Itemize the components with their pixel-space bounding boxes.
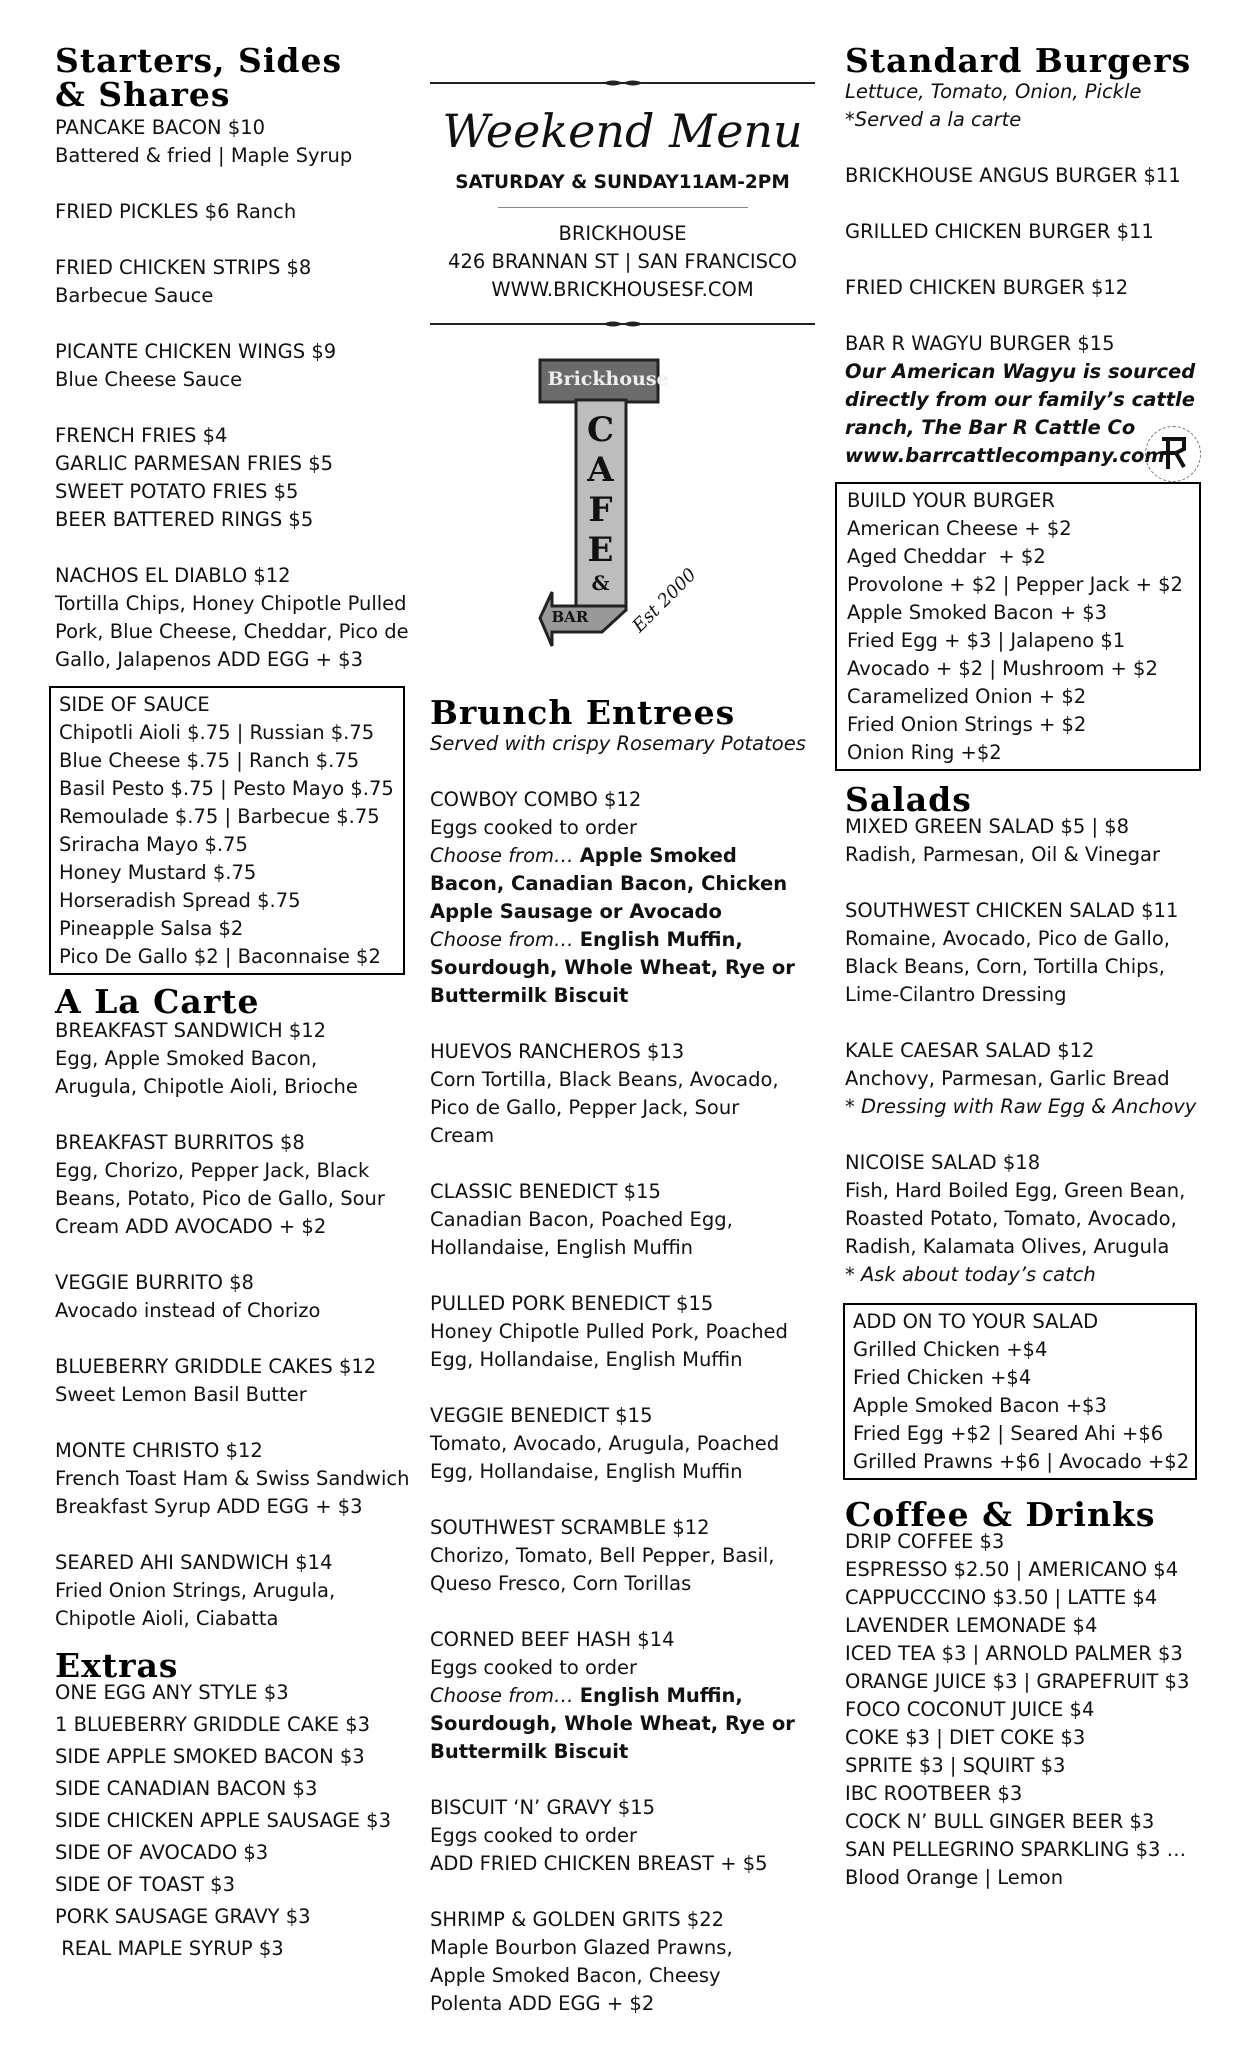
menu-line-part: Choose from… <box>430 928 580 951</box>
list-item: ICED TEA $3 | ARNOLD PALMER $3 <box>845 1642 1183 1665</box>
build-your-burger-list <box>847 487 1193 767</box>
menu-line: Black Beans, Corn, Tortilla Chips, <box>845 955 1165 978</box>
list-item: FOCO COCONUT JUICE $4 <box>845 1698 1095 1721</box>
menu-line: * Ask about today’s catch <box>845 1263 1096 1286</box>
logo-bar-text: BAR <box>551 608 589 626</box>
menu-line-part: Choose from… <box>430 1684 580 1707</box>
menu-title: Weekend Menu <box>442 104 803 158</box>
spacer <box>55 310 405 338</box>
menu-line: HUEVOS RANCHEROS $13 <box>430 1040 685 1063</box>
cafe-sign-icon <box>538 356 708 686</box>
list-item: LAVENDER LEMONADE $4 <box>845 1614 1098 1637</box>
menu-line: Gallo, Jalapenos ADD EGG + $3 <box>55 648 363 671</box>
menu-line: Hollandaise, English Muffin <box>430 1236 694 1259</box>
middle-column <box>425 44 820 2018</box>
menu-line: Maple Bourbon Glazed Prawns, <box>430 1936 733 1959</box>
thin-divider <box>498 207 748 208</box>
menu-line: Chipotle Aioli, Ciabatta <box>55 1607 279 1630</box>
spacer <box>845 302 1205 330</box>
spacer <box>430 1262 820 1290</box>
menu-line: Egg, Hollandaise, English Muffin <box>430 1348 743 1371</box>
list-item: SIDE CANADIAN BACON $3 <box>55 1777 318 1800</box>
salad-addon-list <box>853 1308 1189 1476</box>
menu-line: Our American Wagyu is sourced <box>845 360 1196 383</box>
spacer <box>55 170 405 198</box>
menu-line: Pork, Blue Cheese, Cheddar, Pico de <box>55 620 409 643</box>
spacer <box>845 1009 1205 1037</box>
extras-section <box>55 1646 405 1965</box>
list-item: Horseradish Spread $.75 <box>59 889 301 912</box>
menu-line: NACHOS EL DIABLO $12 <box>55 564 291 587</box>
section-title-a-la-carte: A La Carte <box>55 982 260 1021</box>
menu-line: Avocado instead of Chorizo <box>55 1299 321 1322</box>
menu-line: Battered & fried | Maple Syrup <box>55 144 353 167</box>
menu-line: Radish, Kalamata Olives, Arugula <box>845 1235 1170 1258</box>
starters-title-line-1: Starters, Sides <box>55 41 343 80</box>
menu-line: Breakfast Syrup ADD EGG + $3 <box>55 1495 363 1518</box>
starters-section <box>55 41 409 674</box>
logo-est-text: Est 2000 <box>627 564 701 637</box>
spacer <box>55 1101 405 1129</box>
menu-line: www.barrcattlecompany.com <box>845 444 1165 467</box>
menu-line: Eggs cooked to order <box>430 1824 637 1847</box>
menu-line-part: English Muffin, <box>579 1684 743 1707</box>
drink-items <box>845 1528 1205 1892</box>
menu-line: SHRIMP & GOLDEN GRITS $22 <box>430 1908 725 1931</box>
menu-line: Bacon, Canadian Bacon, Chicken <box>430 872 788 895</box>
logo-letter: C <box>586 410 615 450</box>
list-item: Onion Ring +$2 <box>847 741 1002 764</box>
spacer <box>430 1766 820 1794</box>
menu-line <box>430 926 820 954</box>
section-title-salads: Salads <box>845 780 972 819</box>
menu-line: Barbecue Sauce <box>55 284 214 307</box>
list-item: CAPPUCCCINO $3.50 | LATTE $4 <box>845 1586 1158 1609</box>
section-title-burgers: Standard Burgers <box>845 41 1192 80</box>
brunch-section <box>425 693 820 2018</box>
menu-line: Egg, Hollandaise, English Muffin <box>430 1460 743 1483</box>
list-item: American Cheese + $2 <box>847 517 1072 540</box>
spacer <box>55 226 405 254</box>
brickhouse-cafe-logo <box>538 356 708 686</box>
spacer <box>430 758 820 786</box>
menu-line: PANCAKE BACON $10 <box>55 116 266 139</box>
burger-items <box>845 78 1205 470</box>
menu-line: PICANTE CHICKEN WINGS $9 <box>55 340 337 363</box>
brunch-subtitle: Served with crispy Rosemary Potatoes <box>430 732 806 755</box>
menu-line: PULLED PORK BENEDICT $15 <box>430 1292 714 1315</box>
menu-line: Eggs cooked to order <box>430 1656 637 1679</box>
list-item: Grilled Prawns +$6 | Avocado +$2 <box>853 1450 1190 1473</box>
list-item: Fried Egg +$2 | Seared Ahi +$6 <box>853 1422 1164 1445</box>
menu-line: BREAKFAST BURRITOS $8 <box>55 1131 305 1154</box>
list-item: DRIP COFFEE $3 <box>845 1530 1005 1553</box>
spacer <box>55 1325 405 1353</box>
menu-line: Sourdough, Whole Wheat, Rye or <box>430 956 795 979</box>
menu-line: BREAKFAST SANDWICH $12 <box>55 1019 327 1042</box>
menu-line: FRIED CHICKEN BURGER $12 <box>845 276 1129 299</box>
menu-line: Buttermilk Biscuit <box>430 1740 629 1763</box>
menu-line-part: English Muffin, <box>579 928 743 951</box>
spacer <box>430 1878 820 1906</box>
list-item: Fried Egg + $3 | Jalapeno $1 <box>847 629 1126 652</box>
menu-line: Anchovy, Parmesan, Garlic Bread <box>845 1067 1170 1090</box>
menu-line: BISCUIT ‘N’ GRAVY $15 <box>430 1796 656 1819</box>
logo-top-text: Brickhouse <box>547 368 669 390</box>
spacer <box>430 1010 820 1038</box>
list-item: ORANGE JUICE $3 | GRAPEFRUIT $3 <box>845 1670 1190 1693</box>
menu-line: Egg, Apple Smoked Bacon, <box>55 1047 318 1070</box>
spacer <box>845 246 1205 274</box>
spacer <box>430 1374 820 1402</box>
list-item: IBC ROOTBEER $3 <box>845 1782 1023 1805</box>
right-column <box>845 41 1205 1892</box>
drinks-section <box>845 1495 1205 1892</box>
spacer <box>55 534 405 562</box>
list-item: SIDE CHICKEN APPLE SAUSAGE $3 <box>55 1809 391 1832</box>
menu-line: VEGGIE BENEDICT $15 <box>430 1404 653 1427</box>
menu-line-part: Choose from… <box>430 844 580 867</box>
ornament-divider-bottom <box>430 318 815 330</box>
list-item: COKE $3 | DIET COKE $3 <box>845 1726 1086 1749</box>
menu-line: Canadian Bacon, Poached Egg, <box>430 1208 733 1231</box>
menu-line-part: Apple Smoked <box>579 844 737 867</box>
menu-line: *Served a la carte <box>845 108 1022 131</box>
list-item: Grilled Chicken +$4 <box>853 1338 1048 1361</box>
menu-line: Pico de Gallo, Pepper Jack, Sour <box>430 1096 740 1119</box>
list-item: Provolone + $2 | Pepper Jack + $2 <box>847 573 1183 596</box>
section-title-drinks: Coffee & Drinks <box>845 1495 1156 1534</box>
menu-line: Romaine, Avocado, Pico de Gallo, <box>845 927 1170 950</box>
menu-line: Buttermilk Biscuit <box>430 984 629 1007</box>
list-item: Pineapple Salsa $2 <box>59 917 244 940</box>
list-item: Aged Cheddar + $2 <box>847 545 1046 568</box>
menu-line: Sourdough, Whole Wheat, Rye or <box>430 1712 795 1735</box>
list-item: Basil Pesto $.75 | Pesto Mayo $.75 <box>59 777 394 800</box>
list-item: SAN PELLEGRINO SPARKLING $3 … <box>845 1838 1187 1861</box>
menu-line: GARLIC PARMESAN FRIES $5 <box>55 452 334 475</box>
menu-line: Queso Fresco, Corn Torillas <box>430 1572 692 1595</box>
menu-line: MONTE CHRISTO $12 <box>55 1439 263 1462</box>
spacer <box>430 1486 820 1514</box>
list-item: Caramelized Onion + $2 <box>847 685 1087 708</box>
menu-line: NICOISE SALAD $18 <box>845 1151 1041 1174</box>
spacer <box>55 1241 405 1269</box>
list-item: REAL MAPLE SYRUP $3 <box>55 1937 284 1960</box>
list-item: ADD ON TO YOUR SALAD <box>853 1310 1099 1333</box>
menu-line: Tortilla Chips, Honey Chipotle Pulled <box>55 592 407 615</box>
menu-line: Chorizo, Tomato, Bell Pepper, Basil, <box>430 1544 775 1567</box>
extras-items <box>55 1677 405 1965</box>
menu-line: Radish, Parmesan, Oil & Vinegar <box>845 843 1160 866</box>
spacer <box>430 1150 820 1178</box>
menu-line: FRIED CHICKEN STRIPS $8 <box>55 256 312 279</box>
list-item: Blue Cheese $.75 | Ranch $.75 <box>59 749 360 772</box>
menu-line: French Toast Ham & Swiss Sandwich <box>55 1467 410 1490</box>
build-your-burger-box <box>835 482 1201 771</box>
menu-line: Roasted Potato, Tomato, Avocado, <box>845 1207 1177 1230</box>
list-item: Fried Chicken +$4 <box>853 1366 1032 1389</box>
starters-title-line-2: & Shares <box>55 75 231 114</box>
menu-line: BRICKHOUSE ANGUS BURGER $11 <box>845 164 1181 187</box>
logo-letter: F <box>588 490 613 530</box>
menu-line: Arugula, Chipotle Aioli, Brioche <box>55 1075 358 1098</box>
list-item: Pico De Gallo $2 | Baconnaise $2 <box>59 945 381 968</box>
menu-line: directly from our family’s cattle <box>845 388 1195 411</box>
restaurant-name: BRICKHOUSE <box>558 222 687 245</box>
menu-line: Egg, Chorizo, Pepper Jack, Black <box>55 1159 370 1182</box>
menu-line: Corn Tortilla, Black Beans, Avocado, <box>430 1068 779 1091</box>
menu-line: Apple Smoked Bacon, Cheesy <box>430 1964 721 1987</box>
menu-line: Honey Chipotle Pulled Pork, Poached <box>430 1320 788 1343</box>
spacer <box>430 1598 820 1626</box>
list-item: Fried Onion Strings + $2 <box>847 713 1087 736</box>
spacer <box>845 134 1205 162</box>
section-title-extras: Extras <box>55 1646 179 1685</box>
list-item: PORK SAUSAGE GRAVY $3 <box>55 1905 311 1928</box>
bar-r-brand-icon <box>1145 426 1201 482</box>
list-item: COCK N’ BULL GINGER BEER $3 <box>845 1810 1155 1833</box>
list-item: SPRITE $3 | SQUIRT $3 <box>845 1754 1066 1777</box>
list-item: BUILD YOUR BURGER <box>847 489 1055 512</box>
left-column <box>55 41 410 1965</box>
menu-line <box>430 842 820 870</box>
spacer <box>55 1521 405 1549</box>
menu-line: SOUTHWEST CHICKEN SALAD $11 <box>845 899 1179 922</box>
logo-letter: A <box>587 450 614 490</box>
list-item: ESPRESSO $2.50 | AMERICANO $4 <box>845 1558 1179 1581</box>
menu-line: Cream <box>430 1124 495 1147</box>
restaurant-website: WWW.BRICKHOUSESF.COM <box>491 278 754 301</box>
spacer <box>845 869 1205 897</box>
starters-items <box>55 114 409 674</box>
menu-line: ranch, The Bar R Cattle Co <box>845 416 1136 439</box>
menu-line: KALE CAESAR SALAD $12 <box>845 1039 1095 1062</box>
restaurant-address: 426 BRANNAN ST | SAN FRANCISCO <box>448 250 797 273</box>
list-item: ONE EGG ANY STYLE $3 <box>55 1681 289 1704</box>
spacer <box>845 190 1205 218</box>
menu-line: Cream ADD AVOCADO + $2 <box>55 1215 327 1238</box>
menu-line: Beans, Potato, Pico de Gallo, Sour <box>55 1187 385 1210</box>
ornament-divider-top <box>430 77 815 89</box>
menu-line: FRIED PICKLES $6 Ranch <box>55 200 297 223</box>
list-item: Sriracha Mayo $.75 <box>59 833 248 856</box>
menu-line: CORNED BEEF HASH $14 <box>430 1628 675 1651</box>
sauce-list <box>59 691 397 971</box>
logo-letters <box>580 410 622 596</box>
menu-line <box>430 1682 820 1710</box>
menu-line: Lime-Cilantro Dressing <box>845 983 1067 1006</box>
menu-line: Sweet Lemon Basil Butter <box>55 1383 307 1406</box>
menu-line: VEGGIE BURRITO $8 <box>55 1271 254 1294</box>
spacer <box>55 394 405 422</box>
menu-line: GRILLED CHICKEN BURGER $11 <box>845 220 1154 243</box>
menu-line: BAR R WAGYU BURGER $15 <box>845 332 1115 355</box>
list-item: Blood Orange | Lemon <box>845 1866 1064 1889</box>
menu-line: SOUTHWEST SCRAMBLE $12 <box>430 1516 710 1539</box>
a-la-carte-section <box>55 982 410 1633</box>
menu-line: Apple Sausage or Avocado <box>430 900 722 923</box>
service-hours: SATURDAY & SUNDAY11AM-2PM <box>455 172 790 193</box>
menu-line: BLUEBERRY GRIDDLE CAKES $12 <box>55 1355 377 1378</box>
logo-letter: E <box>587 530 614 570</box>
menu-line: Polenta ADD EGG + $2 <box>430 1992 655 2015</box>
menu-line: ADD FRIED CHICKEN BREAST + $5 <box>430 1852 768 1875</box>
a-la-carte-items <box>55 1017 410 1633</box>
menu-line: Fish, Hard Boiled Egg, Green Bean, <box>845 1179 1186 1202</box>
list-item: SIDE OF SAUCE <box>59 693 210 716</box>
menu-line: * Dressing with Raw Egg & Anchovy <box>845 1095 1197 1118</box>
menu-line: Blue Cheese Sauce <box>55 368 243 391</box>
spacer <box>55 1409 405 1437</box>
list-item: Apple Smoked Bacon +$3 <box>853 1394 1107 1417</box>
menu-line: SEARED AHI SANDWICH $14 <box>55 1551 333 1574</box>
menu-line: Tomato, Avocado, Arugula, Poached <box>430 1432 780 1455</box>
menu-line: SWEET POTATO FRIES $5 <box>55 480 299 503</box>
list-item: Apple Smoked Bacon + $3 <box>847 601 1108 624</box>
side-of-sauce-box <box>49 686 405 975</box>
brunch-items <box>430 758 820 2018</box>
section-title-starters <box>55 41 405 114</box>
divider-ornament-icon <box>603 78 643 88</box>
list-item: Remoulade $.75 | Barbecue $.75 <box>59 805 380 828</box>
list-item: SIDE OF TOAST $3 <box>55 1873 235 1896</box>
menu-line: Eggs cooked to order <box>430 816 637 839</box>
menu-line: BEER BATTERED RINGS $5 <box>55 508 314 531</box>
spacer <box>845 1121 1205 1149</box>
menu-line: Lettuce, Tomato, Onion, Pickle <box>845 80 1142 103</box>
menu-line: CLASSIC BENEDICT $15 <box>430 1180 661 1203</box>
list-item: 1 BLUEBERRY GRIDDLE CAKE $3 <box>55 1713 371 1736</box>
logo-letter: & <box>591 571 610 595</box>
salads-section <box>845 780 1205 1289</box>
menu-header <box>425 44 820 330</box>
section-title-brunch: Brunch Entrees <box>430 693 736 732</box>
menu-line: MIXED GREEN SALAD $5 | $8 <box>845 815 1130 838</box>
list-item: Honey Mustard $.75 <box>59 861 257 884</box>
list-item: SIDE OF AVOCADO $3 <box>55 1841 269 1864</box>
menu-line: COWBOY COMBO $12 <box>430 788 642 811</box>
add-on-salad-box <box>843 1303 1197 1480</box>
burgers-section <box>845 41 1205 470</box>
divider-ornament-icon <box>603 319 643 329</box>
list-item: Chipotli Aioli $.75 | Russian $.75 <box>59 721 375 744</box>
menu-line: Fried Onion Strings, Arugula, <box>55 1579 336 1602</box>
salad-items <box>845 813 1205 1289</box>
list-item: Avocado + $2 | Mushroom + $2 <box>847 657 1158 680</box>
menu-line: FRENCH FRIES $4 <box>55 424 228 447</box>
list-item: SIDE APPLE SMOKED BACON $3 <box>55 1745 365 1768</box>
